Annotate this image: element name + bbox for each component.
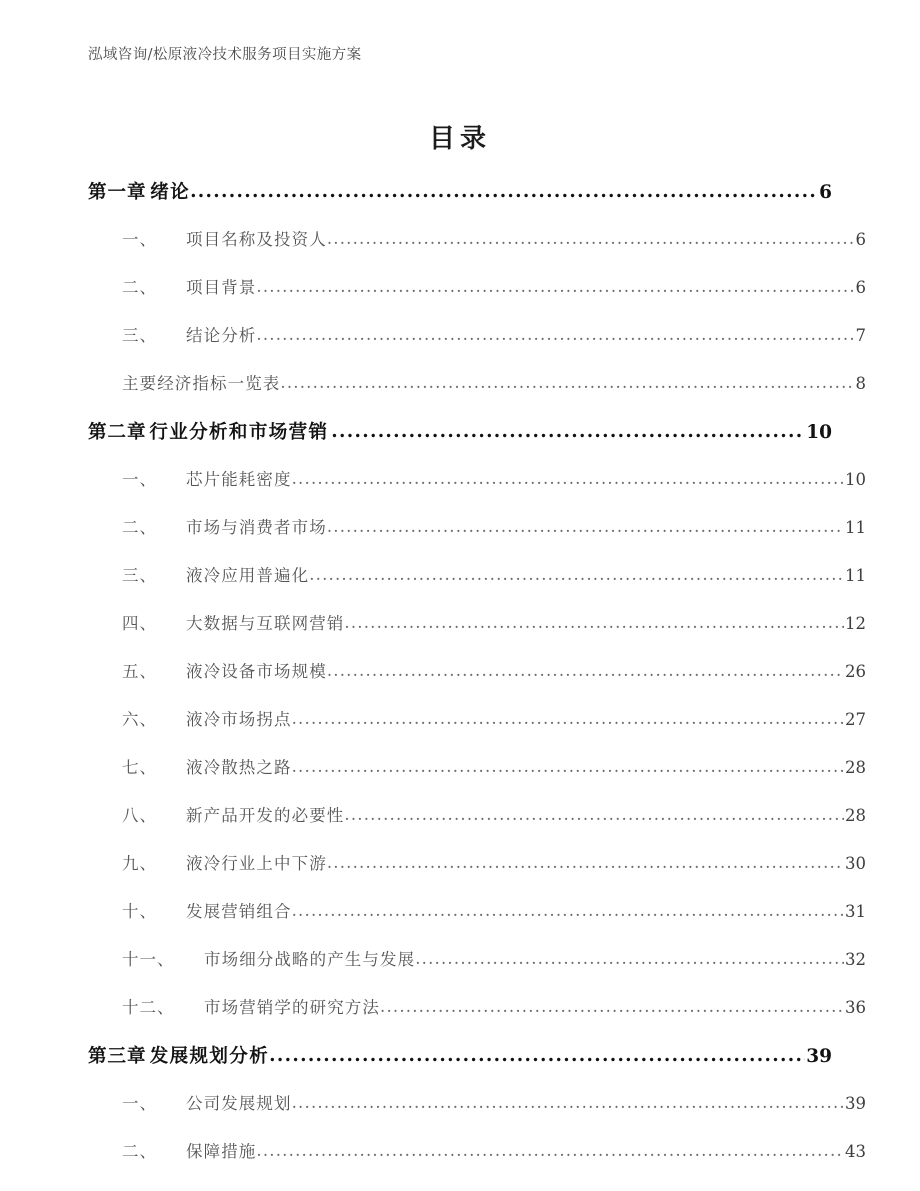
toc-section-entry[interactable]: [88, 658, 866, 706]
dot-leader: [327, 517, 844, 536]
toc-entry-title: 液冷散热之路: [186, 758, 292, 777]
toc-entry-page-number: 10: [806, 422, 832, 443]
dot-leader: [344, 613, 844, 632]
toc-entry-number: 第一章: [88, 182, 147, 203]
toc-entry-page-number: 11: [845, 566, 866, 585]
toc-entry-number: 二、: [122, 1142, 157, 1161]
dot-leader: [292, 901, 844, 920]
toc-entry-number: 三、: [122, 326, 157, 345]
toc-section-entry[interactable]: [88, 850, 866, 898]
toc-chapter-entry[interactable]: [88, 1042, 832, 1090]
toc-chapter-entry[interactable]: [88, 178, 832, 226]
toc-entry-title: 液冷应用普遍化: [186, 566, 310, 585]
toc-entry-title: 芯片能耗密度: [186, 470, 292, 489]
toc-entry-number: 七、: [122, 758, 157, 777]
toc-entry-number: 二、: [122, 518, 157, 537]
dot-leader: [256, 325, 854, 344]
toc-entry-title: 发展规划分析: [149, 1046, 270, 1067]
toc-entry-number: 第二章: [88, 422, 147, 443]
dot-leader: [309, 565, 844, 584]
toc-entry-page-number: 6: [855, 278, 866, 297]
toc-entry-page-number: 12: [845, 614, 866, 633]
dot-leader: [380, 997, 844, 1016]
toc-entry-number: 一、: [122, 1094, 157, 1113]
toc-entry-page-number: 39: [806, 1046, 832, 1067]
toc-entry-page-number: 43: [845, 1142, 866, 1161]
toc-entry-title: 大数据与互联网营销: [186, 614, 345, 633]
toc-section-entry[interactable]: [88, 754, 866, 802]
toc-section-entry[interactable]: [88, 514, 866, 562]
dot-leader: [292, 757, 844, 776]
toc-entry-title: 行业分析和市场营销: [149, 422, 329, 443]
toc-section-entry[interactable]: [88, 802, 866, 850]
toc-entry-page-number: 28: [845, 758, 866, 777]
toc-entry-page-number: 36: [845, 998, 866, 1017]
toc-entry-title: 结论分析: [186, 326, 257, 345]
toc-entry-number: 一、: [122, 230, 157, 249]
toc-chapter-entry[interactable]: [88, 418, 832, 466]
toc-section-entry[interactable]: [88, 226, 866, 274]
dot-leader: [280, 373, 854, 392]
toc-section-entry[interactable]: [88, 466, 866, 514]
dot-leader: [327, 661, 844, 680]
toc-section-entry[interactable]: [88, 1090, 866, 1138]
toc-entry-number: 十、: [122, 902, 157, 921]
dot-leader: [344, 805, 844, 824]
dot-leader: [256, 277, 854, 296]
toc-entry-page-number: 39: [845, 1094, 866, 1113]
toc-entry-number: 八、: [122, 806, 157, 825]
dot-leader: [269, 1045, 805, 1066]
toc-entry-page-number: 8: [855, 374, 866, 393]
toc-entry-title: 市场与消费者市场: [186, 518, 327, 537]
toc-entry-title: 液冷设备市场规模: [186, 662, 327, 681]
toc-entry-number: 第三章: [88, 1046, 147, 1067]
toc-entry-title: 主要经济指标一览表: [122, 374, 281, 393]
toc-entry-page-number: 7: [855, 326, 866, 345]
toc-entry-number: 四、: [122, 614, 157, 633]
toc-section-entry[interactable]: [88, 610, 866, 658]
dot-leader: [292, 709, 844, 728]
toc-section-entry[interactable]: [88, 706, 866, 754]
toc-entry-title: 绪论: [150, 182, 191, 203]
toc-entry-page-number: 6: [819, 182, 832, 203]
toc-section-entry[interactable]: [88, 370, 866, 418]
dot-leader: [292, 1093, 844, 1112]
toc-entry-page-number: 27: [845, 710, 866, 729]
toc-entry-title: 发展营销组合: [186, 902, 292, 921]
toc-entry-number: 五、: [122, 662, 157, 681]
dot-leader: [331, 421, 805, 442]
dot-leader: [415, 949, 844, 968]
toc-entry-title: 项目名称及投资人: [186, 230, 327, 249]
toc-entry-title: 市场营销学的研究方法: [204, 998, 380, 1017]
dot-leader: [292, 469, 844, 488]
dot-leader: [256, 1141, 844, 1160]
toc-entry-title: 液冷市场拐点: [186, 710, 292, 729]
table-of-contents: [88, 178, 866, 1186]
toc-section-entry[interactable]: [88, 898, 866, 946]
toc-entry-title: 液冷行业上中下游: [186, 854, 327, 873]
toc-entry-page-number: 11: [845, 518, 866, 537]
running-header: 泓域咨询/松原液冷技术服务项目实施方案: [88, 47, 362, 63]
toc-entry-number: 十一、: [122, 950, 175, 969]
dot-leader: [327, 229, 855, 248]
toc-entry-page-number: 28: [845, 806, 866, 825]
toc-entry-title: 项目背景: [186, 278, 257, 297]
toc-entry-number: 十二、: [122, 998, 175, 1017]
toc-section-entry[interactable]: [88, 946, 866, 994]
toc-entry-title: 新产品开发的必要性: [186, 806, 345, 825]
toc-section-entry[interactable]: [88, 994, 866, 1042]
toc-entry-number: 六、: [122, 710, 157, 729]
toc-entry-page-number: 32: [845, 950, 866, 969]
toc-entry-page-number: 10: [845, 470, 866, 489]
toc-entry-number: 三、: [122, 566, 157, 585]
page-title: 目录: [428, 124, 491, 154]
toc-entry-number: 九、: [122, 854, 157, 873]
toc-entry-title: 市场细分战略的产生与发展: [204, 950, 416, 969]
toc-entry-number: 二、: [122, 278, 157, 297]
dot-leader: [190, 181, 818, 202]
toc-entry-title: 保障措施: [186, 1142, 257, 1161]
toc-entry-page-number: 6: [855, 230, 866, 249]
toc-entry-page-number: 26: [845, 662, 866, 681]
toc-entry-title: 公司发展规划: [186, 1094, 292, 1113]
toc-entry-page-number: 30: [845, 854, 866, 873]
toc-entry-number: 一、: [122, 470, 157, 489]
dot-leader: [327, 853, 844, 872]
toc-section-entry[interactable]: [88, 1138, 866, 1186]
toc-entry-page-number: 31: [845, 902, 866, 921]
toc-section-entry[interactable]: [88, 322, 866, 370]
toc-section-entry[interactable]: [88, 274, 866, 322]
toc-section-entry[interactable]: [88, 562, 866, 610]
